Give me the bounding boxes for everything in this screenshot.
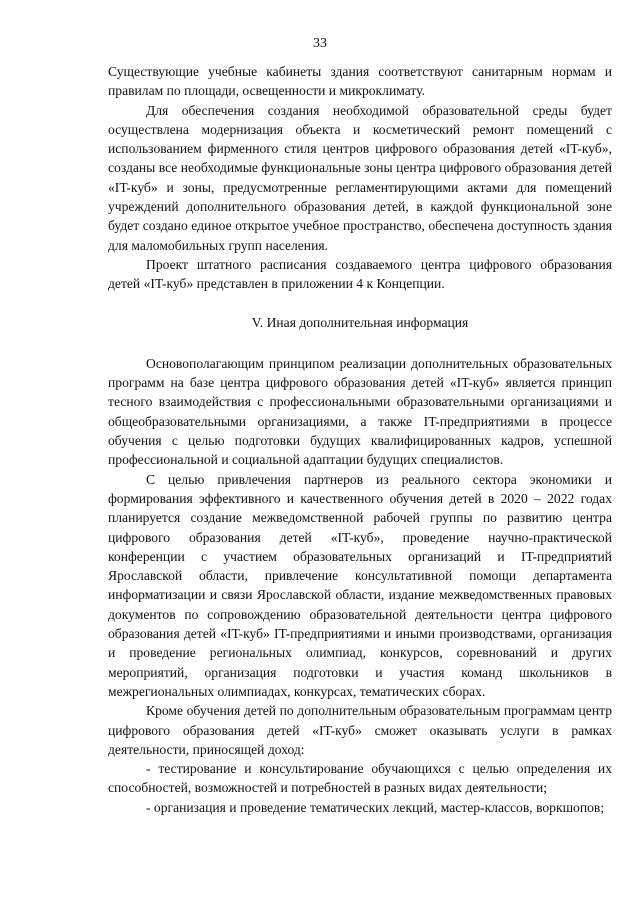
list-item-testing: - тестирование и консультирование обучающихся с целью определения их способностей, возможностей и потребностей в разных видах деятельности; [108, 761, 612, 796]
paragraph-partners: С целью привлечения партнеров из реального сектора экономики и формирования эффективного и качественного обучения детей в 2020 – 2022 годах планируется создание межведомственной рабочей группы по развитию центра цифрового образования детей «IT-куб», проведение научно-практической конференции с участием образовательных организаций и IT-предприятий Ярославской области, привлечение консультативной помощи департамента информатизации и связи Ярославской области, издание межведомственных правовых документов по сопровождению образовательной деятельности центра цифрового образования детей «IT-куб» IT-предприятиями и иными производствами, организация и проведение региональных олимпиад, конкурсов, соревнований и других мероприятий, организация подготовки и участия команд школьников в межрегиональных олимпиадах, конкурсах, тематических сборах. [108, 471, 612, 699]
section-heading: V. Иная дополнительная информация [251, 314, 469, 330]
document-body [108, 62, 612, 817]
paragraph-principle: Основополагающим принципом реализации дополнительных образовательных программ на базе центра цифрового образования детей «IT-куб» является принцип тесного взаимодействия с профессиональными образовательными организациями и общеобразовательными организациями, а также IT-предприятиями в процессе обучения с целью подготовки будущих квалифицированных кадров, успешной профессиональной и социальной адаптации будущих специалистов. [108, 355, 612, 468]
page-number: 33 [313, 36, 327, 51]
list-item-lectures: - организация и проведение тематических лекций, мастер-классов, воркшопов; [146, 799, 605, 815]
paragraph-services: Кроме обучения детей по дополнительным образовательным программам центр цифрового образования детей «IT-куб» сможет оказывать услуги в рамках деятельности, приносящей доход: [108, 703, 612, 757]
paragraph-staffing: Проект штатного расписания создаваемого центра цифрового образования детей «IT-куб» представлен в приложении 4 к Концепции. [108, 256, 612, 292]
paragraph-modernization: Для обеспечения создания необходимой образовательной среды будет осуществлена модернизация объекта и косметический ремонт помещений с использованием фирменного стиля центров цифрового образования детей «IT-куб», созданы все необходимые функциональные зоны центра цифрового образования детей «IT-куб» и зоны, предусмотренные регламентирующими актами для помещений учреждений дополнительного образования детей, в каждой функциональной зоне будет создано единое открытое учебное пространство, обеспечена доступность здания для маломобильных групп населения. [108, 102, 612, 253]
paragraph-classrooms: Существующие учебные кабинеты здания соответствуют санитарным нормам и правилам по площади, освещенности и микроклимату. [108, 64, 612, 99]
